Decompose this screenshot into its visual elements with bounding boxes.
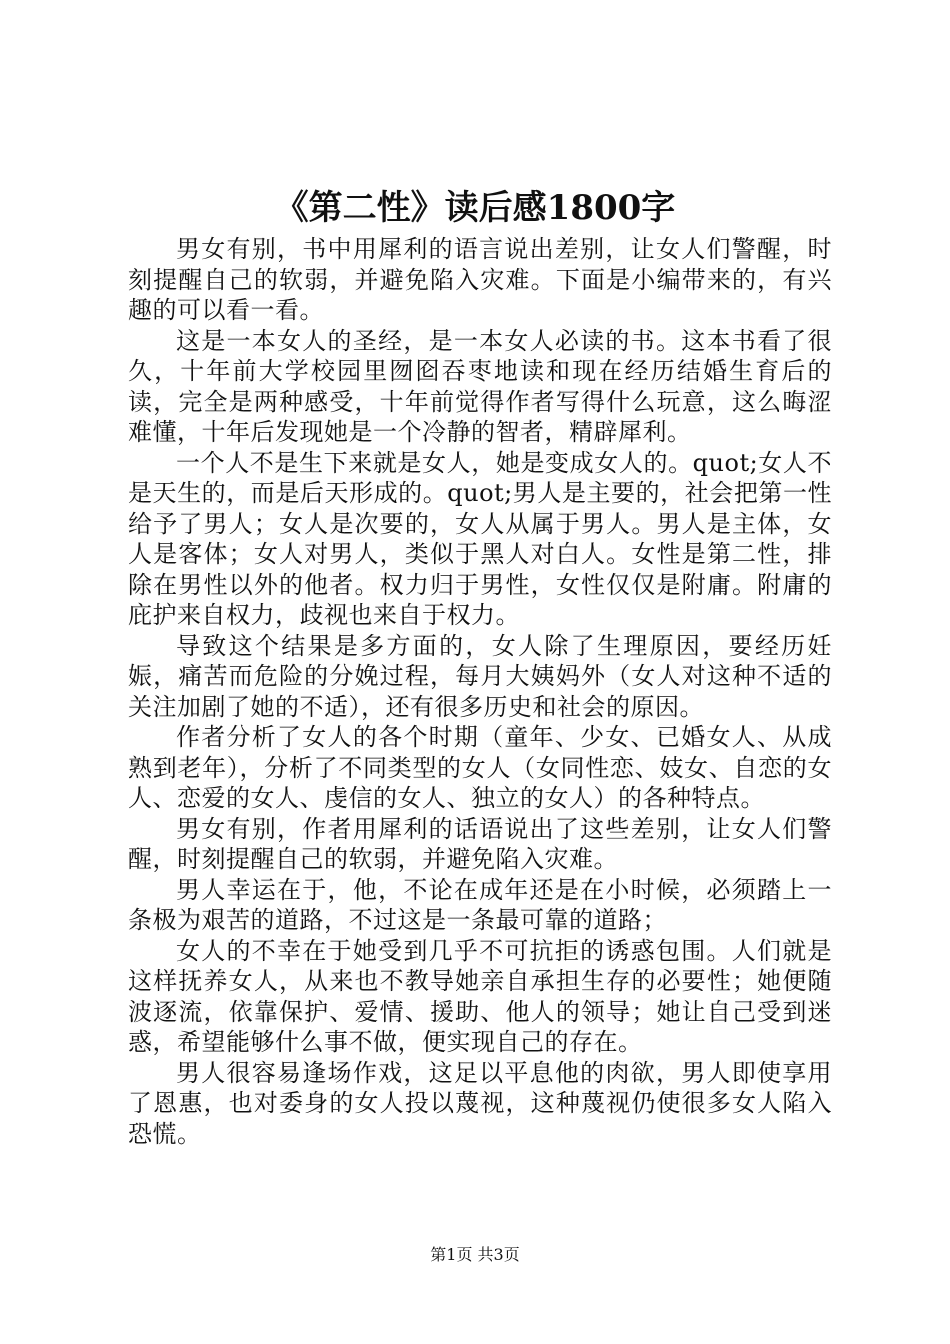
page-footer: 第1页 共3页 bbox=[430, 1245, 520, 1264]
paragraph: 这是一本女人的圣经，是一本女人必读的书。这本书看了很久，十年前大学校园里囫囵吞枣地读和现在经历结婚生育后的读，完全是两种感受，十年前觉得作者写得什么玩意，这么晦涩难懂，十年后发现她是一个冷静的智者，精辟犀利。 bbox=[128, 326, 832, 446]
paragraph: 男女有别，书中用犀利的语言说出差别，让女人们警醒，时刻提醒自己的软弱，并避免陷入灾难。下面是小编带来的，有兴趣的可以看一看。 bbox=[128, 235, 832, 324]
paragraph: 男女有别，作者用犀利的话语说出了这些差别，让女人们警醒，时刻提醒自己的软弱，并避免陷入灾难。 bbox=[128, 814, 832, 873]
document-title: 《第二性》读后感1800字 bbox=[274, 188, 676, 228]
paragraph: 作者分析了女人的各个时期（童年、少女、已婚女人、从成熟到老年），分析了不同类型的女人（女同性恋、妓女、自恋的女人、恋爱的女人、虔信的女人、独立的女人）的各种特点。 bbox=[128, 723, 832, 812]
paragraph: 男人幸运在于，他，不论在成年还是在小时候，必须踏上一条极为艰苦的道路，不过这是一条最可靠的道路； bbox=[128, 875, 832, 934]
paragraph: 女人的不幸在于她受到几乎不可抗拒的诱惑包围。人们就是这样抚养女人，从来也不教导她亲自承担生存的必要性；她便随波逐流，依靠保护、爱情、援助、他人的领导；她让自己受到迷惑，希望能够什么事不做，便实现自己的存在。 bbox=[128, 936, 832, 1056]
document-body bbox=[128, 234, 832, 1149]
paragraph: 导致这个结果是多方面的，女人除了生理原因，要经历妊娠，痛苦而危险的分娩过程，每月大姨妈外（女人对这种不适的关注加剧了她的不适），还有很多历史和社会的原因。 bbox=[128, 631, 832, 721]
paragraph: 男人很容易逢场作戏，这足以平息他的肉欲，男人即使享用了恩惠，也对委身的女人投以蔑视，这种蔑视仍使很多女人陷入恐慌。 bbox=[128, 1058, 832, 1148]
paragraph: 一个人不是生下来就是女人，她是变成女人的。quot;女人不是天生的，而是后天形成的。quot;男人是主要的，社会把第一性给予了男人；女人是次要的，女人从属于男人。男人是主体，女人是客体；女人对男人，类似于黑人对白人。女性是第二性，排除在男性以外的他者。权力归于男性，女性仅仅是附庸。附庸的庇护来自权力，歧视也来自于权力。 bbox=[128, 448, 832, 629]
